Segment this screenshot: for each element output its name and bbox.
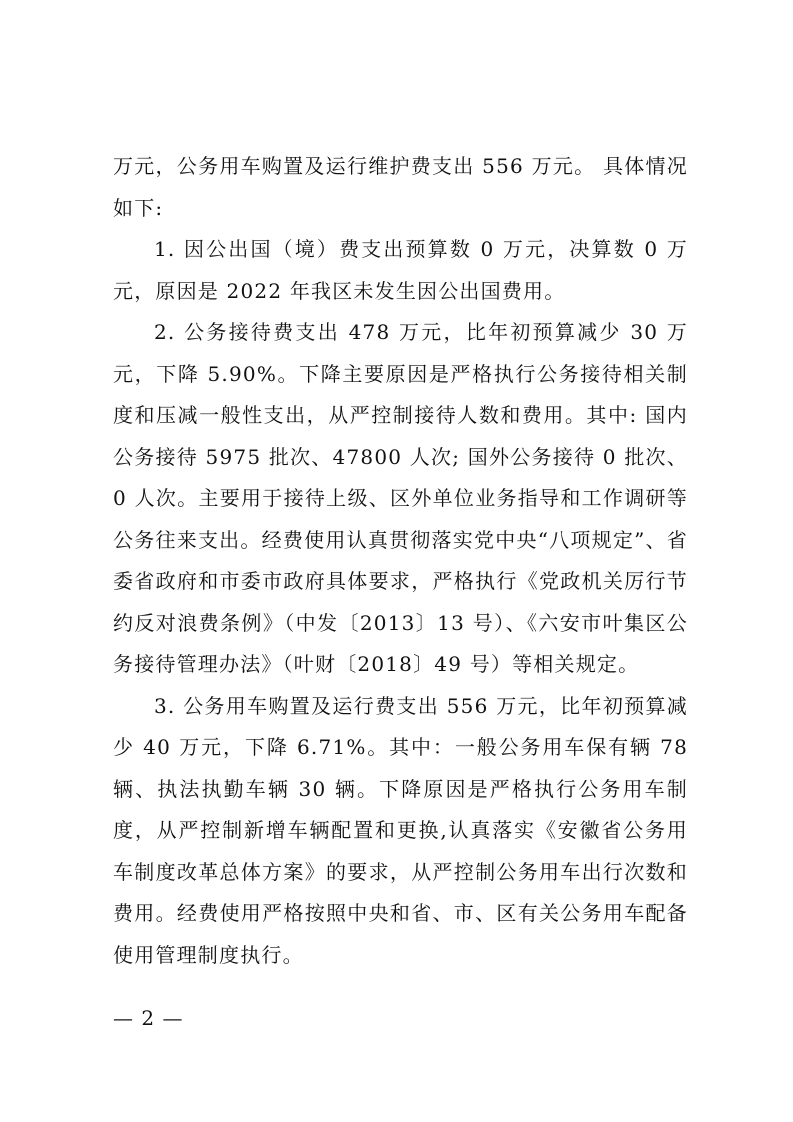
paragraph-item-3: 3. 公务用车购置及运行费支出 556 万元，比年初预算减少 40 万元，下降 6.71%。其中：一般公务用车保有辆 78 辆、执法执勤车辆 30 辆。下降原因是严格执行公务用车制度，从严控制新增车辆配置和更换,认真落实《安徽省公务用车制度改革总体方案》的要求，从严控制公务用车出行次数和费用。经费使用严格按照中央和省、市、区有关公务用车配备使用管理制度执行。 [113, 693, 688, 967]
page-number: — 2 — [113, 1006, 184, 1030]
paragraph-item-1: 1. 因公出国（境）费支出预算数 0 万元，决算数 0 万元，原因是 2022 年我区未发生因公出国费用。 [113, 237, 688, 303]
paragraph-continuation: 万元，公务用车购置及运行维护费支出 556 万元。 具体情况如下: [113, 154, 688, 220]
paragraph-item-2: 2. 公务接待费支出 478 万元，比年初预算减少 30 万元，下降 5.90%。下降主要原因是严格执行公务接待相关制度和压减一般性支出，从严控制接待人数和费用。其中: 国内公务接待 5975 批次、47800 人次; 国外公务接待 0 批次、0 人次。主要用于接待上级、区外单位业务指导和工作调研等公务往来支出。经费使用认真贯彻落实党中央“八项规定”、省委省政府和市委市政府具体要求，严格执行《党政机关厉行节约反对浪费条例》（中发〔2013〕13 号）、《六安市叶集区公务接待管理办法》（叶财〔2018〕49 号）等相关规定。 [113, 320, 688, 676]
document-body [113, 146, 688, 976]
